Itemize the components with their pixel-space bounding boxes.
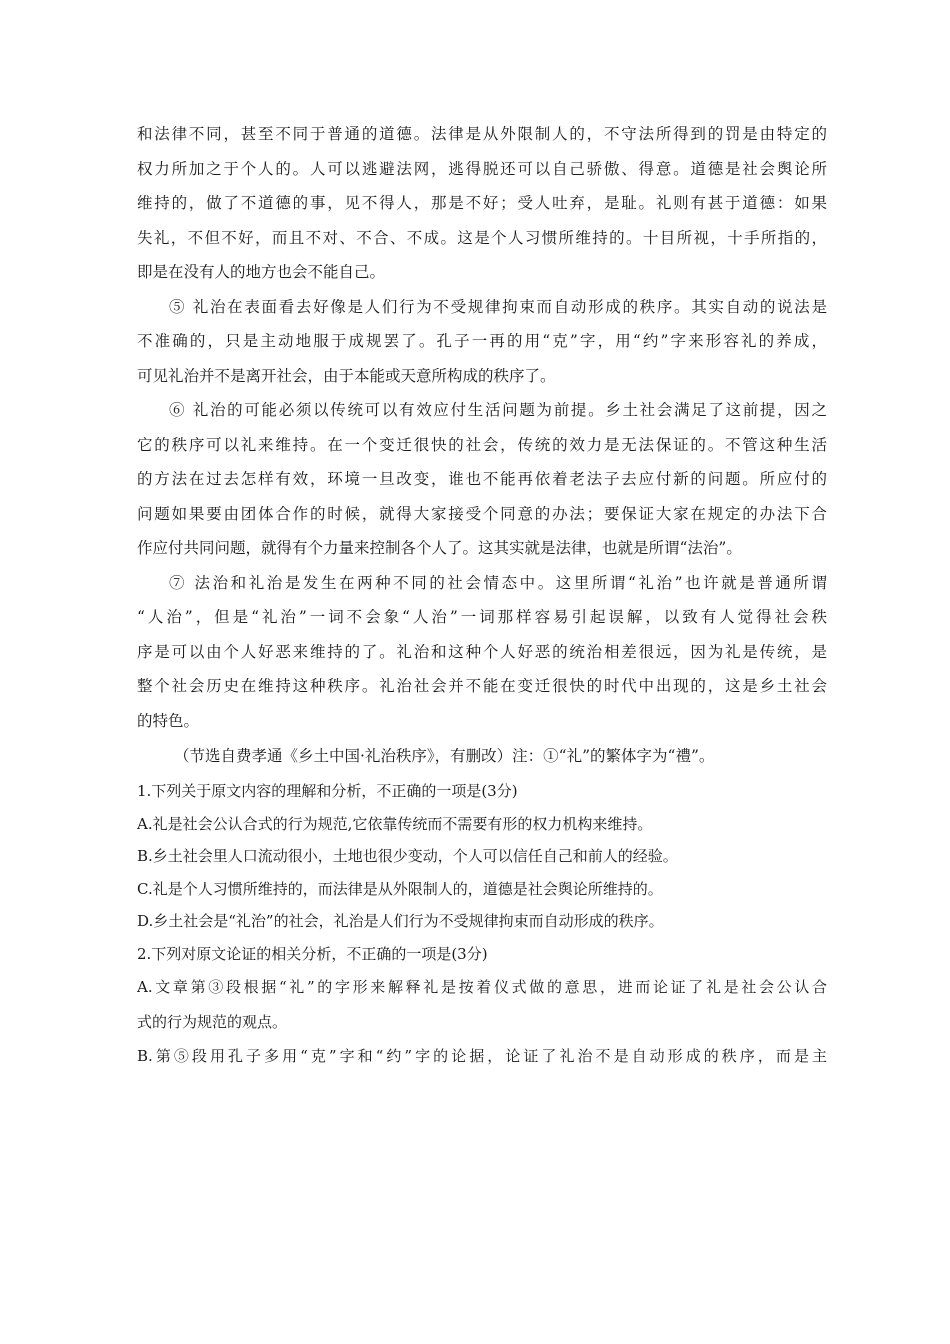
text-line: 作应付共同问题，就得有个力量来控制各个人了。这其实就是法律，也就是所谓“法治”。 <box>137 539 742 557</box>
text-line: 维持的，做了不道德的事，见不得人，那是不好；受人吐弃，是耻。礼则有甚于道德：如果 <box>137 194 827 212</box>
text-line: 问题如果要由团体合作的时候，就得大家接受个同意的办法；要保证大家在规定的办法下合 <box>137 504 827 523</box>
text-line: 它的秩序可以礼来维持。在一个变迁很快的社会，传统的效力是无法保证的。不管这种生活 <box>137 435 827 454</box>
text-line: ⑥ 礼治的可能必须以传统可以有效应付生活问题为前提。乡土社会满足了这前提，因之 <box>169 401 827 419</box>
paragraph-4-continued <box>137 117 827 290</box>
source-note: （节选自费孝通《乡土中国·礼治秩序》，有删改）注：①“礼”的繁体字为“禮”。 <box>174 747 715 765</box>
text-line: 和法律不同，甚至不同于普通的道德。法律是从外限制人的，不守法所得到的罚是由特定的 <box>137 125 827 143</box>
text-line: 整个社会历史在维持这种秩序。礼治社会并不能在变迁很快的时代中出现的，这是乡土社会 <box>137 677 827 695</box>
text-line: 不准确的，只是主动地服于成规罢了。孔子一再的用“克”字，用“约”字来形容礼的养成， <box>137 332 827 350</box>
text-line: 可见礼治并不是离开社会，由于本能或天意所构成的秩序了。 <box>137 366 556 385</box>
question-1 <box>137 775 827 938</box>
option-c: C.礼是个人习惯所维持的，而法律是从外限制人的，道德是社会舆论所维持的。 <box>137 879 663 898</box>
text-line: 即是在没有人的地方也会不能自己。 <box>137 263 386 281</box>
paragraph-5 <box>137 290 827 394</box>
question-stem: 1.下列关于原文内容的理解和分析，不正确的一项是(3分) <box>137 782 518 800</box>
text-line: 序是可以由个人好恶来维持的了。礼治和这种个人好恶的统治相差很远，因为礼是传统，是 <box>137 642 827 661</box>
text-line: 权力所加之于个人的。人可以逃避法网，逃得脱还可以自己骄傲、得意。道德是社会舆论所 <box>137 159 827 178</box>
question-stem: 2.下列对原文论证的相关分析，不正确的一项是(3分) <box>137 944 488 963</box>
text-line: 失礼，不但不好，而且不对、不合、不成。这是个人习惯所维持的。十目所视，十手所指的， <box>137 228 827 247</box>
option-b: B.乡土社会里人口流动很小，土地也很少变动，个人可以信任自己和前人的经验。 <box>137 847 678 865</box>
text-line: 的特色。 <box>137 711 200 730</box>
passage <box>137 117 827 1074</box>
text-line: “人治”，但是“礼治”一词不会象“人治”一词那样容易引起误解，以致有人觉得社会秩 <box>137 608 827 626</box>
text-line: ⑤ 礼治在表面看去好像是人们行为不受规律拘束而自动形成的秩序。其实自动的说法是 <box>169 297 827 316</box>
option-a-continued: 式的行为规范的观点。 <box>137 1012 288 1031</box>
option-d: D.乡土社会是“礼治”的社会，礼治是人们行为不受规律拘束而自动形成的秩序。 <box>137 912 664 930</box>
question-2 <box>137 938 827 1074</box>
option-a: A.礼是社会公认合式的行为规范,它依靠传统而不需要有形的权力机构来维持。 <box>137 814 653 833</box>
option-b: B.第⑤段用孔子多用“克”字和“约”字的论据，论证了礼治不是自动形成的秩序，而是主 <box>137 1047 827 1065</box>
text-line: 的方法在过去怎样有效，环境一旦改变，谁也不能再依着老法子去应付新的问题。所应付的 <box>137 470 827 488</box>
text-line: ⑦ 法治和礼治是发生在两种不同的社会情态中。这里所谓“礼治”也许就是普通所谓 <box>169 573 827 592</box>
paragraph-7 <box>137 566 827 739</box>
option-a: A.文章第③段根据“礼”的字形来解释礼是按着仪式做的意思，进而论证了礼是社会公认合 <box>137 978 827 996</box>
paragraph-6 <box>137 393 827 566</box>
